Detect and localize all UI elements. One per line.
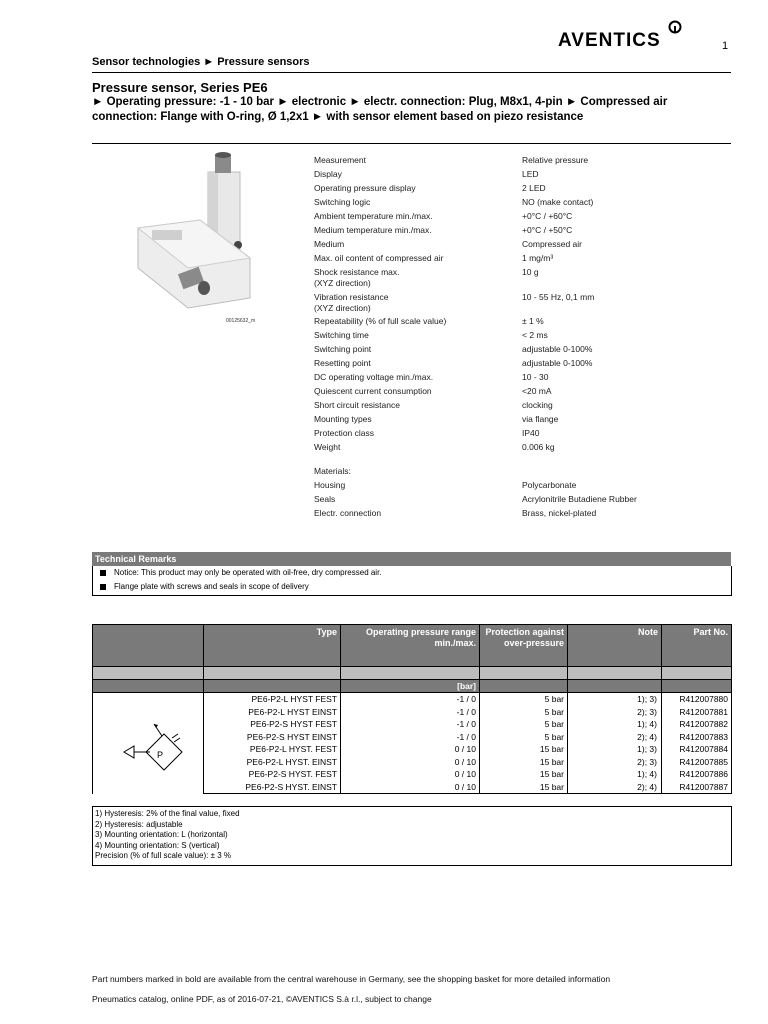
spec-label: Switching logic xyxy=(314,197,371,207)
col-header-type: Type xyxy=(204,625,341,667)
spec-value: clocking xyxy=(522,400,553,410)
cell-type: PE6-P2-S HYST. EINST xyxy=(204,781,341,794)
cell-note: 1); 3) xyxy=(568,693,662,706)
spec-label: Medium temperature min./max. xyxy=(314,225,432,235)
col-header-range: Operating pressure range min./max. xyxy=(341,625,480,667)
cell-protection: 5 bar xyxy=(480,693,568,706)
spec-label: Measurement xyxy=(314,155,366,165)
section-rule xyxy=(92,143,731,144)
cell-part: R412007881 xyxy=(662,706,732,719)
cell-protection: 15 bar xyxy=(480,781,568,794)
page-title: Pressure sensor, Series PE6 xyxy=(92,80,268,95)
spec-value: NO (make contact) xyxy=(522,197,594,207)
remark-text: Notice: This product may only be operated with oil-free, dry compressed air. xyxy=(114,568,382,577)
cell-range: -1 / 0 xyxy=(341,718,480,731)
cell-range: 0 / 10 xyxy=(341,781,480,794)
footnote: 4) Mounting orientation: S (vertical) xyxy=(95,840,220,850)
remark-item xyxy=(100,568,382,577)
symbol-label: P xyxy=(157,749,164,760)
table-spacer-row xyxy=(93,667,732,680)
unit-label: [bar] xyxy=(341,680,480,693)
spec-label: Ambient temperature min./max. xyxy=(314,211,433,221)
spec-value: Brass, nickel-plated xyxy=(522,508,597,518)
remark-text: Flange plate with screws and seals in scope of delivery xyxy=(114,582,309,591)
cell-note: 1); 3) xyxy=(568,743,662,756)
cell-range: -1 / 0 xyxy=(341,693,480,706)
spec-label: Electr. connection xyxy=(314,508,382,518)
spec-value: Polycarbonate xyxy=(522,480,577,490)
spec-label: Weight xyxy=(314,442,341,452)
bullet-icon xyxy=(100,570,106,576)
page-number: 1 xyxy=(722,40,729,52)
cell-type: PE6-P2-L HYST. EINST xyxy=(204,756,341,769)
image-caption: 00125632_m xyxy=(226,318,256,324)
cell-protection: 5 bar xyxy=(480,731,568,744)
spec-label: Shock resistance max. xyxy=(314,267,400,277)
col-header-note: Note xyxy=(568,625,662,667)
spec-label: Short circuit resistance xyxy=(314,400,400,410)
spec-label: Resetting point xyxy=(314,358,371,368)
cell-protection: 5 bar xyxy=(480,706,568,719)
spec-label: Housing xyxy=(314,480,346,490)
breadcrumb: Sensor technologies ► Pressure sensors xyxy=(92,56,310,68)
spec-value: Acrylonitrile Butadiene Rubber xyxy=(522,494,637,504)
cell-type: PE6-P2-L HYST FEST xyxy=(204,693,341,706)
pressure-switch-symbol-icon xyxy=(100,694,200,790)
col-header-part: Part No. xyxy=(662,625,732,667)
cell-part: R412007883 xyxy=(662,731,732,744)
cell-type: PE6-P2-S HYST EINST xyxy=(204,731,341,744)
cell-protection: 15 bar xyxy=(480,756,568,769)
cell-part: R412007885 xyxy=(662,756,732,769)
spec-label: Materials: xyxy=(314,466,351,476)
spec-value: LED xyxy=(522,169,539,179)
cell-note: 2); 4) xyxy=(568,731,662,744)
spec-value: +0°C / +60°C xyxy=(522,211,573,221)
spec-label-sub: (XYZ direction) xyxy=(314,303,371,313)
spec-value: +0°C / +50°C xyxy=(522,225,573,235)
spec-label: Max. oil content of compressed air xyxy=(314,253,444,263)
spec-label: Seals xyxy=(314,494,336,504)
symbol-cell xyxy=(93,693,204,794)
logo-mark-icon xyxy=(668,20,682,34)
col-header-symbol xyxy=(93,625,204,667)
table-header-row xyxy=(93,625,732,667)
spec-value: 0.006 kg xyxy=(522,442,555,452)
cell-type: PE6-P2-S HYST FEST xyxy=(204,718,341,731)
cell-range: 0 / 10 xyxy=(341,743,480,756)
footnote: 1) Hysteresis: 2% of the final value, fixed xyxy=(95,809,240,818)
spec-label: Quiescent current consumption xyxy=(314,386,432,396)
spec-value: ± 1 % xyxy=(522,316,544,326)
cell-type: PE6-P2-L HYST EINST xyxy=(204,706,341,719)
cell-part: R412007882 xyxy=(662,718,732,731)
cell-type: PE6-P2-S HYST. FEST xyxy=(204,768,341,781)
cell-range: 0 / 10 xyxy=(341,756,480,769)
spec-value: Compressed air xyxy=(522,239,582,249)
cell-part: R412007887 xyxy=(662,781,732,794)
spec-label: Protection class xyxy=(314,428,374,438)
spec-value: 10 - 30 xyxy=(522,372,549,382)
spec-value: IP40 xyxy=(522,428,540,438)
col-header-protection: Protection against over-pressure xyxy=(480,625,568,667)
cell-part: R412007884 xyxy=(662,743,732,756)
cell-range: 0 / 10 xyxy=(341,768,480,781)
spec-value: 10 - 55 Hz, 0,1 mm xyxy=(522,292,595,302)
remarks-box xyxy=(92,566,732,596)
page-subtitle: ► Operating pressure: -1 - 10 bar ► electronic ► electr. connection: Plug, M8x1, 4-pin ► Compressed air connection: Flange with O-ring, Ø 1,2x1 ► with sensor element based on piezo resistance xyxy=(92,96,668,123)
spec-value: 10 g xyxy=(522,267,539,277)
spec-value: < 2 ms xyxy=(522,330,548,340)
table-unit-row xyxy=(93,680,732,693)
cell-note: 2); 3) xyxy=(568,706,662,719)
footnote: Precision (% of full scale value): ± 3 % xyxy=(95,851,231,860)
cell-part: R412007886 xyxy=(662,768,732,781)
spec-label: Mounting types xyxy=(314,414,372,424)
spec-label: Switching point xyxy=(314,344,372,354)
cell-note: 1); 4) xyxy=(568,718,662,731)
footnote: 3) Mounting orientation: L (horizontal) xyxy=(95,830,228,839)
table-row xyxy=(93,693,732,706)
cell-range: -1 / 0 xyxy=(341,706,480,719)
spec-value: 1 mg/m³ xyxy=(522,253,554,263)
cell-part: R412007880 xyxy=(662,693,732,706)
spec-label: Switching time xyxy=(314,330,369,340)
footer-note: Part numbers marked in bold are available from the central warehouse in Germany, see the shopping basket for more detailed information xyxy=(92,974,611,984)
cell-protection: 5 bar xyxy=(480,718,568,731)
spec-value: via flange xyxy=(522,414,559,424)
cell-protection: 15 bar xyxy=(480,768,568,781)
cell-note: 2); 3) xyxy=(568,756,662,769)
remarks-heading-label: Technical Remarks xyxy=(95,554,177,564)
spec-label: Operating pressure display xyxy=(314,183,416,193)
remark-item xyxy=(100,582,309,591)
footnote: 2) Hysteresis: adjustable xyxy=(95,819,183,829)
bullet-icon xyxy=(100,584,106,590)
cell-note: 2); 4) xyxy=(568,781,662,794)
cell-protection: 15 bar xyxy=(480,743,568,756)
spec-value: adjustable 0-100% xyxy=(522,358,593,368)
spec-label-sub: (XYZ direction) xyxy=(314,278,371,288)
spec-label: Medium xyxy=(314,239,345,249)
spec-label: DC operating voltage min./max. xyxy=(314,372,434,382)
footnotes-box xyxy=(92,806,732,866)
parts-table xyxy=(92,624,732,794)
cell-note: 1); 4) xyxy=(568,768,662,781)
header-rule xyxy=(92,72,731,73)
spec-value: adjustable 0-100% xyxy=(522,344,593,354)
spec-value: <20 mA xyxy=(522,386,552,396)
brand-logo: AVENTICS xyxy=(558,30,661,51)
spec-value: 2 LED xyxy=(522,183,546,193)
cell-range: -1 / 0 xyxy=(341,731,480,744)
product-image xyxy=(130,150,270,315)
spec-label: Vibration resistance xyxy=(314,292,389,302)
spec-label: Repeatability (% of full scale value) xyxy=(314,316,447,326)
cell-type: PE6-P2-L HYST. FEST xyxy=(204,743,341,756)
footer-copyright: Pneumatics catalog, online PDF, as of 2016-07-21, ©AVENTICS S.à r.l., subject to change xyxy=(92,994,432,1004)
remarks-heading xyxy=(92,552,731,566)
spec-label: Display xyxy=(314,169,342,179)
spec-value: Relative pressure xyxy=(522,155,589,165)
